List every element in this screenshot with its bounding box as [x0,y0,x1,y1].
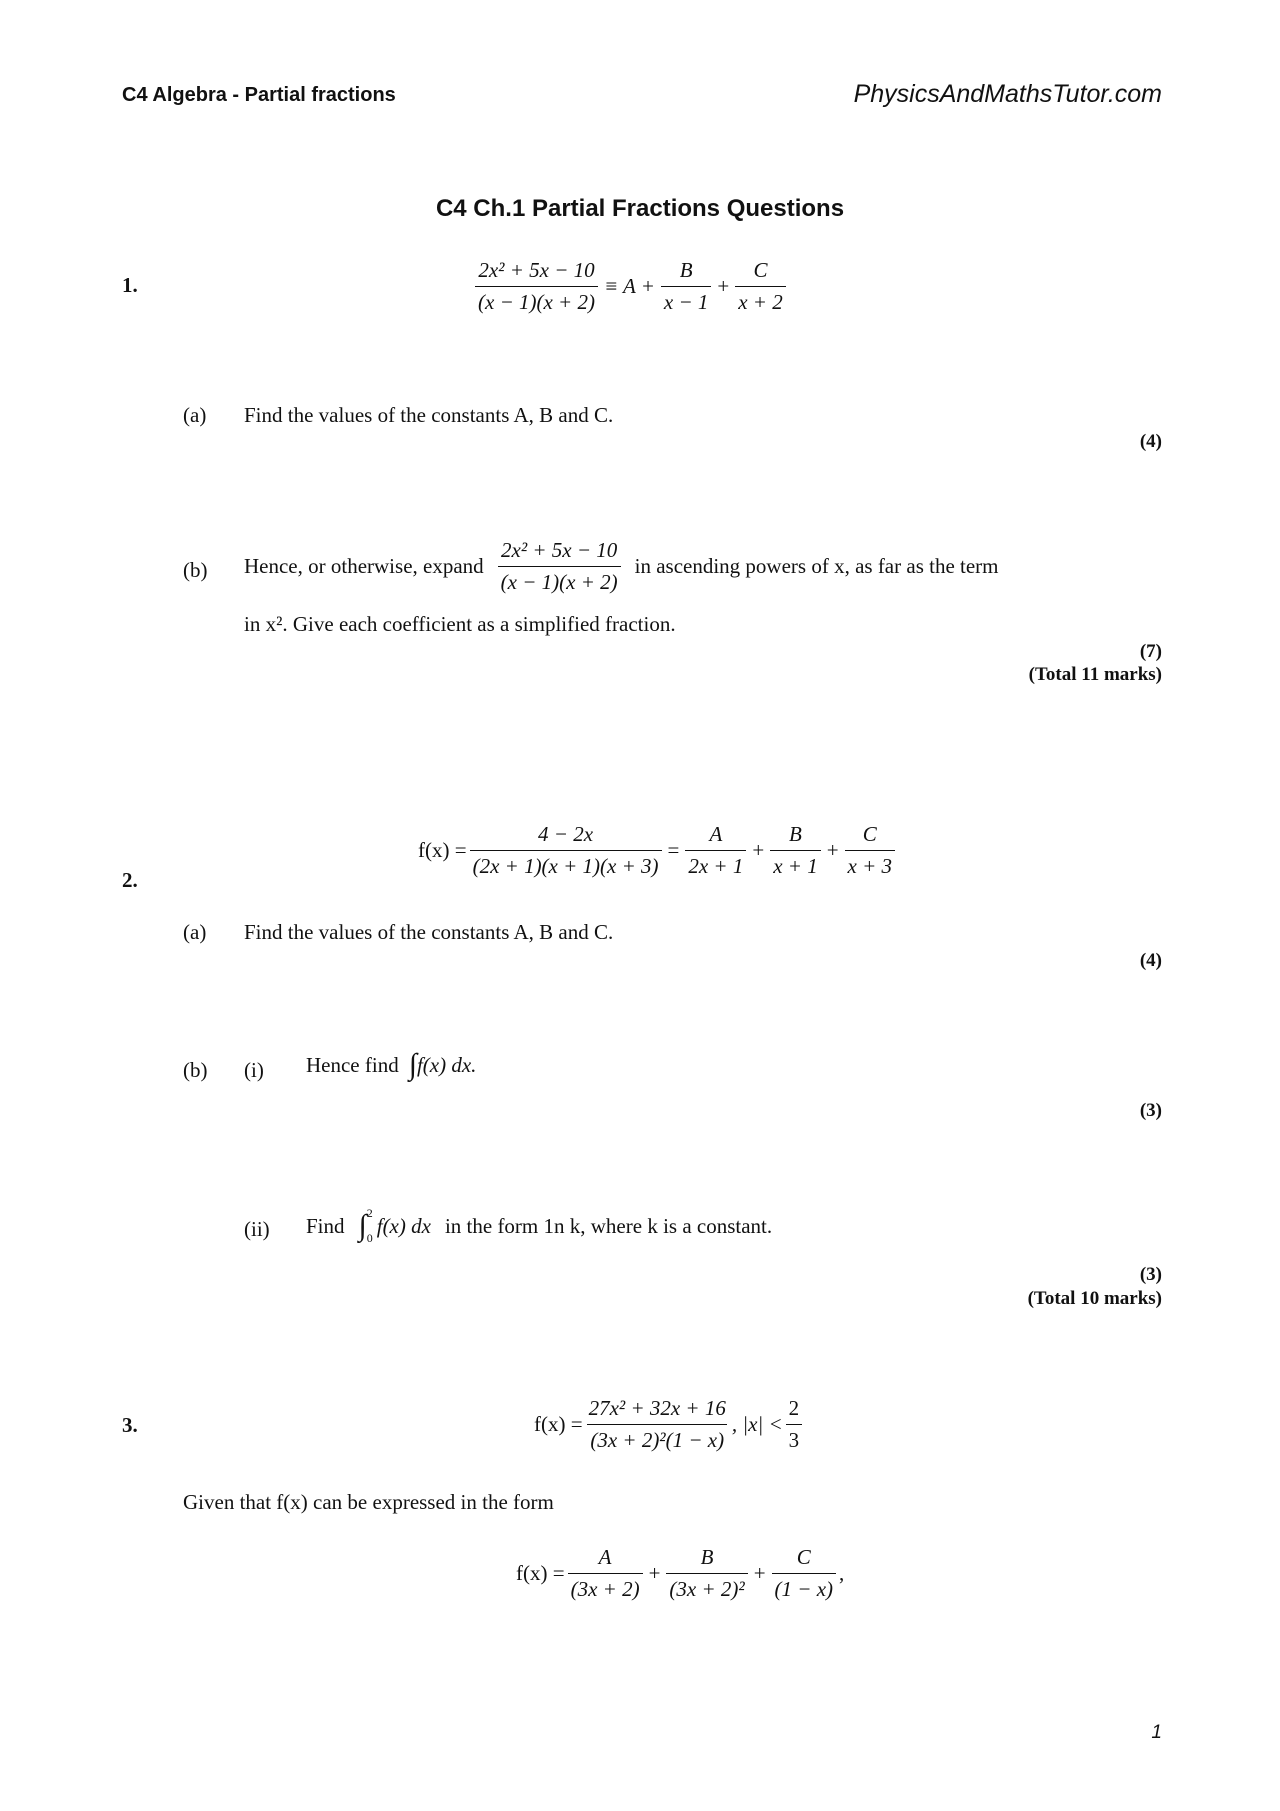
q2bii-marks: (3) [1139,1264,1162,1285]
q1b-line2: in x². Give each coefficient as a simplified fraction. [244,612,676,636]
q2-fraction-c: $\frac{C}{x + 3}$ [845,822,896,879]
q3-form: f(x) = $\frac{A}{(3x + 2)}$ + $\frac{B}{\text{(3x + 2)²}}$ + $\frac{C}{(1 - x)}$ , [516,1545,845,1601]
q3-condition-fraction: $\frac{2}{3}$ [786,1396,803,1453]
q2a-text: Find the values of the constants A, B and C. [244,920,614,944]
q1-number: 1. [122,273,138,297]
integral-sign: ∫ [408,1048,417,1081]
definite-integral-sign: ∫ [358,1209,367,1242]
q3-text: Given that f(x) can be expressed in the form [183,1490,554,1514]
q1-equation: $\frac{\text{2x² + 5x − 10}}{(x - 1)(x + 2)}$ ≡ A + $\frac{B}{x - 1}$ + $\frac{C}{x + 2}$ [472,258,789,315]
q3-lhs-fraction: $\frac{\text{27x² + 32x + 16}}{\text{(3x + 2)²(1 − x)}}$ [588,1396,726,1452]
q2-lhs-fraction: $\frac{4 - 2x}{(2x + 1)(x + 1)(x + 3)}$ [470,822,662,879]
header-left: C4 Algebra - Partial fractions [122,84,396,106]
q2-total: (Total 10 marks) [1027,1288,1162,1309]
q3-form-fraction-a: $\frac{A}{(3x + 2)}$ [568,1545,643,1602]
q3-equation: f(x) = $\frac{\text{27x² + 32x + 16}}{\text{(3x + 2)²(1 − x)}}$ , |x| < $\frac{2}{3}$ [534,1396,805,1453]
q2b-label: (b) [183,1058,208,1082]
q1-lhs-fraction: $\frac{\text{2x² + 5x − 10}}{(x - 1)(x + 2)}$ [475,258,598,315]
header-right: PhysicsAndMathsTutor.com [853,80,1162,108]
q1b-label: (b) [183,558,208,582]
q2-fraction-b: $\frac{B}{x + 1}$ [770,822,821,879]
q2bii-line: Find ∫ 2 0 f(x) dx in the form 1n k, where k is a constant. [306,1206,773,1245]
page-title: C4 Ch.1 Partial Fractions Questions [435,195,845,222]
q1-fraction-c: $\frac{C}{x + 2}$ [735,258,786,315]
q3-form-fraction-b: $\frac{B}{\text{(3x + 2)²}}$ [666,1545,747,1602]
q1a-marks: (4) [1139,431,1162,452]
integral-limits: 2 0 [366,1206,373,1245]
q3-number: 3. [122,1413,138,1437]
q1b-fraction: $\frac{\text{2x² + 5x − 10}}{(x - 1)(x + 2)}$ [498,538,621,595]
q1b-marks: (7) [1139,641,1162,662]
q2-fraction-a: $\frac{A}{2x + 1}$ [685,822,746,879]
q2bi-line: Hence find ∫ f(x) dx. [306,1048,477,1081]
q1b-line1: Hence, or otherwise, expand $\frac{\text{2x² + 5x − 10}}{(x - 1)(x + 2)}$ in ascending powers of x, as far as the term [244,538,999,594]
q2a-marks: (4) [1139,950,1162,971]
q2-equation: f(x) = $\frac{4 - 2x}{(2x + 1)(x + 1)(x + 3)}$ = $\frac{A}{2x + 1}$ + $\frac{B}{x + 1}$ + $\frac{C}{x + 3}$ [418,822,898,879]
q2bi-label: (i) [244,1058,264,1082]
q3-form-fraction-c: $\frac{C}{(1 - x)}$ [772,1545,836,1602]
q2bi-marks: (3) [1139,1100,1162,1121]
q2a-label: (a) [183,920,207,944]
q1a-label: (a) [183,403,207,427]
q1a-text: Find the values of the constants A, B and C. [244,403,614,427]
page-number: 1 [1151,1722,1162,1743]
q1-fraction-b: $\frac{B}{x - 1}$ [661,258,712,315]
q1-total: (Total 11 marks) [1028,664,1162,685]
q2-number: 2. [122,868,138,892]
q2bii-label: (ii) [244,1217,270,1241]
